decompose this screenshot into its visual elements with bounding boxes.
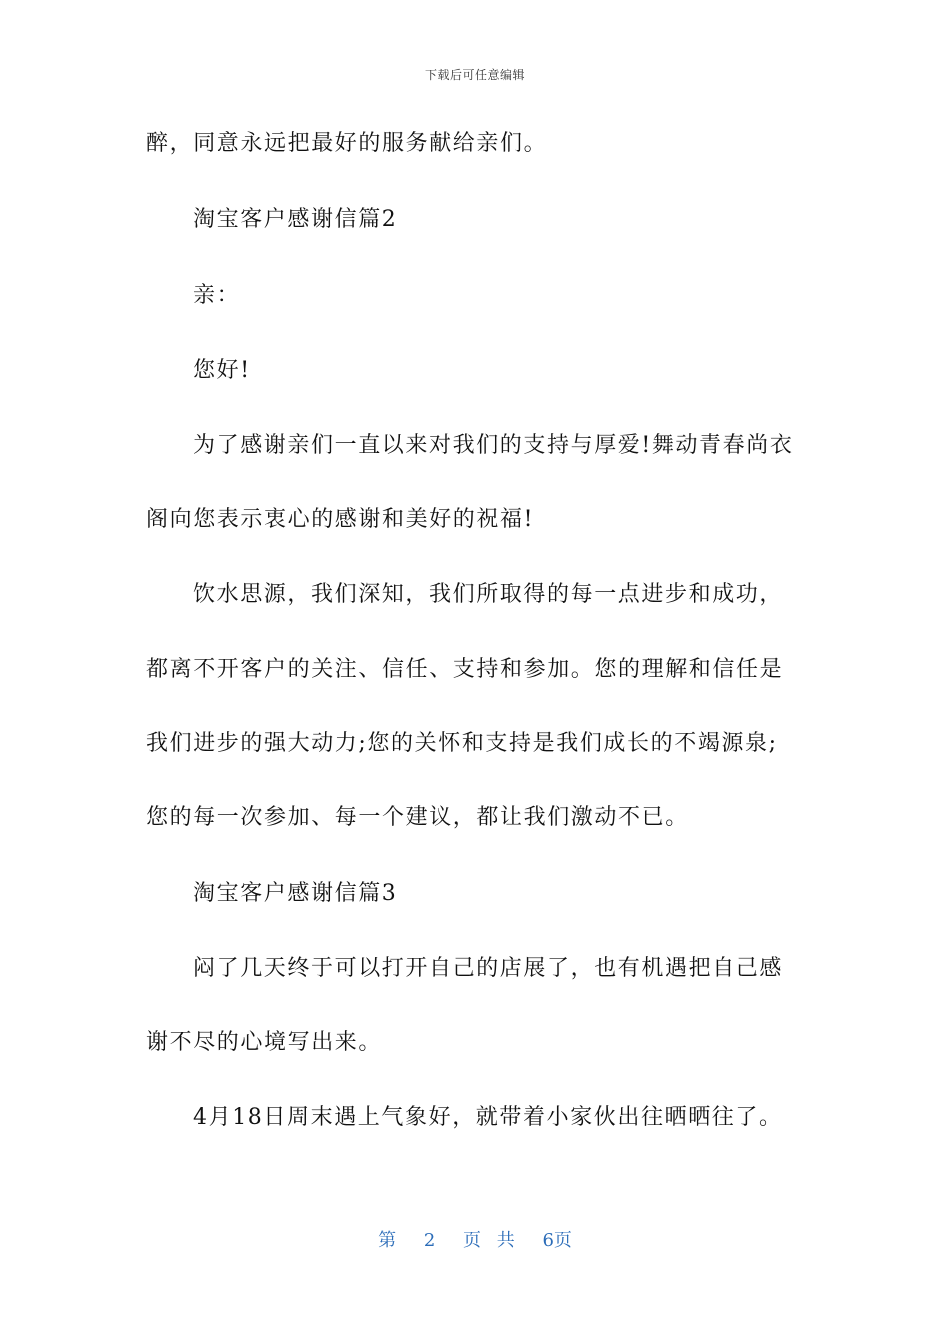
greeting: 您好! [193,358,251,383]
paragraph-line: 闷了几天终于可以打开自己的店展了，也有机遇把自己感 [193,956,784,981]
paragraph-line: 阁向您表示衷心的感谢和美好的祝福! [146,507,535,532]
paragraph-line: 饮水思源，我们深知，我们所取得的每一点进步和成功， [193,582,784,607]
paragraph-line: 为了感谢亲们一直以来对我们的支持与厚爱!舞动青春尚衣 [193,433,794,458]
section-heading: 淘宝客户感谢信篇3 [193,881,398,906]
section-heading: 淘宝客户感谢信篇2 [193,207,398,232]
paragraph-line: 您的每一次参加、每一个建议，都让我们激动不已。 [146,805,689,830]
page-footer [0,1226,950,1252]
paragraph-line: 4月18日周末遇上气象好，就带着小家伙出往晒晒往了。 [193,1105,783,1130]
paragraph-line: 醉，同意永远把最好的服务献给亲们。 [146,131,548,156]
paragraph-line: 谢不尽的心境写出来。 [146,1030,383,1055]
salutation: 亲： [193,283,241,308]
footer-prefix: 第 [378,1230,397,1251]
page-header: 下载后可任意编辑 [424,68,525,82]
page-number: 2 [423,1230,436,1251]
page-total: 6页 [542,1230,572,1251]
paragraph-line: 都离不开客户的关注、信任、支持和参加。您的理解和信任是 [146,657,784,682]
footer-middle: 页 共 [463,1230,515,1251]
paragraph-line: 我们进步的强大动力;您的关怀和支持是我们成长的不竭源泉; [146,731,778,756]
